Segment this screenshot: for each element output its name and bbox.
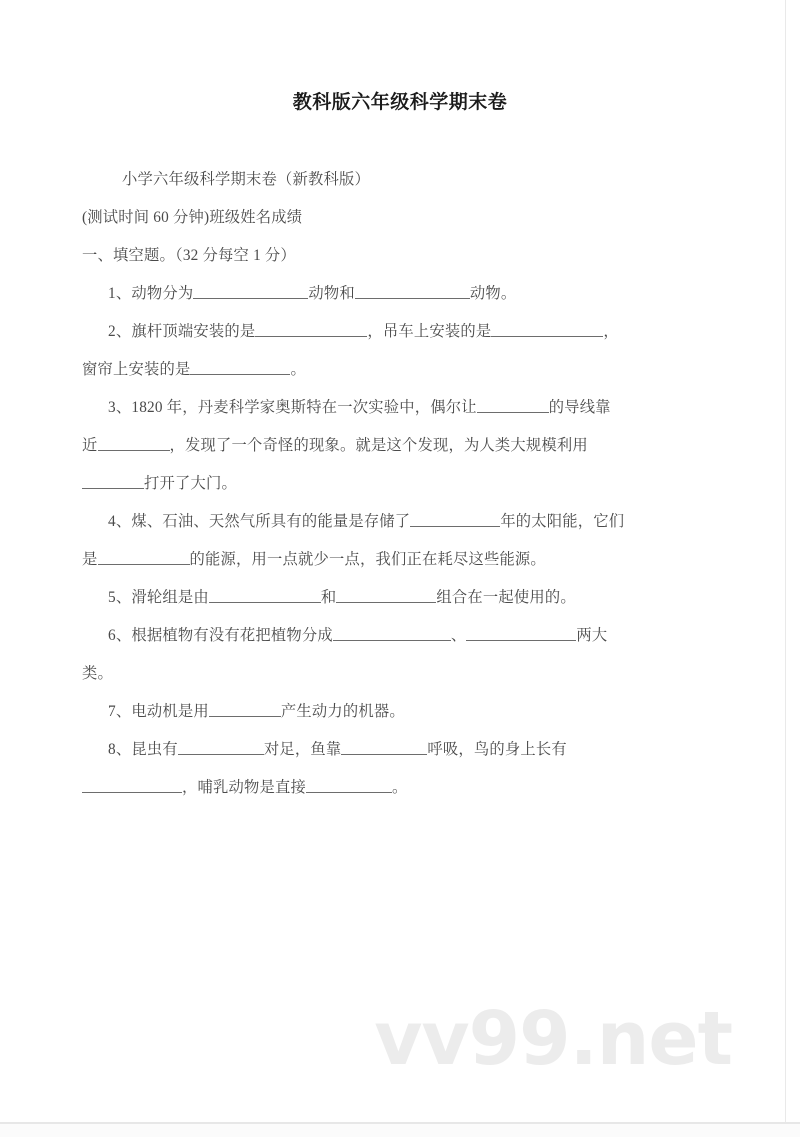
site-watermark: vv99.net xyxy=(374,996,732,1082)
answer-blank[interactable] xyxy=(491,321,603,337)
answer-blank[interactable] xyxy=(255,321,367,337)
answer-blank[interactable] xyxy=(98,549,190,565)
question-text: ， xyxy=(603,322,619,340)
question-text: 昆虫有 xyxy=(131,740,178,758)
answer-blank[interactable] xyxy=(178,739,264,755)
question-number: 1、 xyxy=(108,284,132,302)
section-heading-fill-in-the-blank: 一、填空题。（32 分每空 1 分） xyxy=(82,246,296,264)
question-text: 年的太阳能，它们 xyxy=(500,512,625,530)
question-number: 5、 xyxy=(108,588,132,606)
question-item-continuation xyxy=(82,541,718,579)
answer-blank[interactable] xyxy=(306,777,392,793)
question-text: 。 xyxy=(290,360,306,378)
question-number: 6、 xyxy=(108,626,132,644)
exam-subtitle: 小学六年级科学期末卷（新教科版） xyxy=(122,170,370,188)
answer-blank[interactable] xyxy=(355,283,470,299)
question-number: 8、 xyxy=(108,740,132,758)
answer-blank[interactable] xyxy=(341,739,427,755)
question-item xyxy=(82,579,718,617)
question-text: 、 xyxy=(450,626,467,644)
question-item xyxy=(82,275,718,313)
exam-content xyxy=(82,161,718,807)
question-text: 对足，鱼靠 xyxy=(263,740,342,758)
question-text: ，吊车上安装的是 xyxy=(367,322,492,340)
question-text: 呼吸，鸟的身上长有 xyxy=(427,740,567,758)
exam-info: (测试时间 60 分钟)班级姓名成绩 xyxy=(82,208,303,226)
question-item xyxy=(82,389,718,427)
answer-blank[interactable] xyxy=(333,625,451,641)
question-text: 1820 年，丹麦科学家奥斯特在一次实验中，偶尔让 xyxy=(131,398,477,416)
question-text: 滑轮组是由 xyxy=(131,588,209,606)
question-item-continuation xyxy=(82,465,718,503)
question-text: 动物和 xyxy=(308,284,355,302)
question-text: 是 xyxy=(82,550,98,568)
question-list xyxy=(82,275,718,807)
question-item-continuation xyxy=(82,769,718,807)
answer-blank[interactable] xyxy=(336,587,436,603)
question-item xyxy=(82,693,718,731)
question-number: 3、 xyxy=(108,398,132,416)
answer-blank[interactable] xyxy=(209,701,281,717)
answer-blank[interactable] xyxy=(82,777,182,793)
question-text: 的能源，用一点就少一点，我们正在耗尽这些能源。 xyxy=(189,550,546,568)
question-text: 组合在一起使用的。 xyxy=(436,588,576,606)
answer-blank[interactable] xyxy=(98,435,170,451)
question-text: 窗帘上安装的是 xyxy=(82,360,191,378)
question-item-continuation xyxy=(82,351,718,389)
answer-blank[interactable] xyxy=(410,511,500,527)
question-text: ，发现了一个奇怪的现象。就是这个发现，为人类大规模利用 xyxy=(169,436,588,454)
question-item xyxy=(82,503,718,541)
question-item xyxy=(82,731,718,769)
question-text: 和 xyxy=(320,588,337,606)
question-number: 7、 xyxy=(108,702,132,720)
question-text: 两大 xyxy=(576,626,608,644)
question-text: 旗杆顶端安装的是 xyxy=(131,322,256,340)
question-number: 2、 xyxy=(108,322,132,340)
question-text: 产生动力的机器。 xyxy=(280,702,405,720)
question-text: 近 xyxy=(82,436,98,454)
question-text: 动物分为 xyxy=(131,284,194,302)
question-text: 根据植物有没有花把植物分成 xyxy=(131,626,333,644)
page-title: 教科版六年级科学期末卷 xyxy=(292,92,508,113)
question-text: 类。 xyxy=(82,664,113,682)
question-text: 。 xyxy=(391,778,408,796)
question-number: 4、 xyxy=(108,512,132,530)
question-text: 电动机是用 xyxy=(131,702,209,720)
answer-blank[interactable] xyxy=(466,625,576,641)
answer-blank[interactable] xyxy=(193,283,308,299)
answer-blank[interactable] xyxy=(82,473,144,489)
question-text: 打开了大门。 xyxy=(144,474,237,492)
question-text: 的导线靠 xyxy=(548,398,611,416)
question-item xyxy=(82,313,718,351)
question-item-continuation xyxy=(82,655,718,693)
question-text: 动物。 xyxy=(469,284,517,302)
page-edge-bottom-shadow xyxy=(0,1124,800,1137)
question-text: ，哺乳动物是直接 xyxy=(182,778,306,796)
question-item xyxy=(82,617,718,655)
answer-blank[interactable] xyxy=(190,359,290,375)
question-text: 煤、石油、天然气所具有的能量是存储了 xyxy=(131,512,411,530)
answer-blank[interactable] xyxy=(477,397,549,413)
question-item-continuation xyxy=(82,427,718,465)
answer-blank[interactable] xyxy=(209,587,321,603)
